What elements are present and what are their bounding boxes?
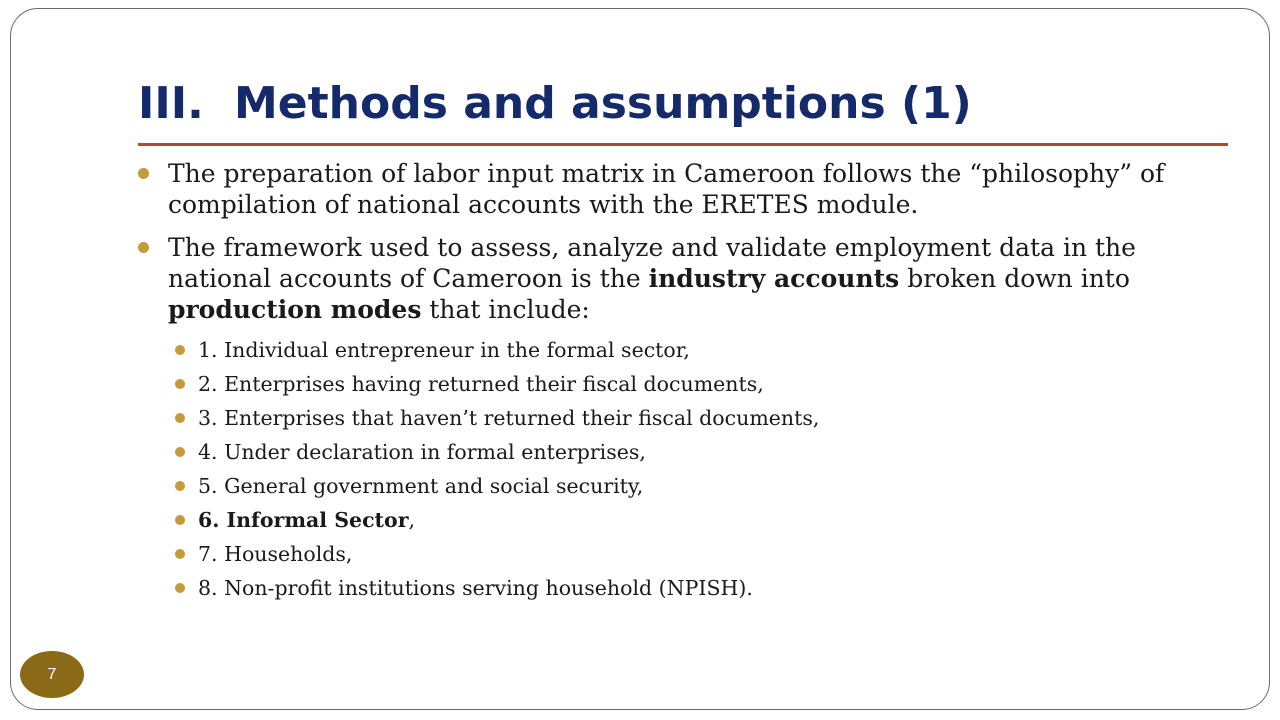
sub-bullet-item: [138, 541, 1228, 567]
sub-bullet-item: [138, 575, 1228, 601]
bullet-dot-icon: [175, 447, 185, 457]
sub-bullet-item: [138, 473, 1228, 499]
bold-term: production modes: [168, 295, 422, 324]
sub-bullet-text: 2. Enterprises having returned their fiscal documents,: [198, 372, 764, 396]
bold-term: industry accounts: [648, 264, 900, 293]
title-underline: [138, 143, 1228, 146]
slide-title: [138, 74, 972, 134]
bullet-dot-icon: [175, 515, 185, 525]
sub-bullet-text: [198, 508, 415, 532]
slide-body: [138, 158, 1228, 609]
sub-bullet-item: [138, 371, 1228, 397]
bullet-dot-icon: [175, 481, 185, 491]
bullet-item: [138, 232, 1228, 325]
bullet-item: [138, 158, 1228, 220]
sub-bullet-text: 3. Enterprises that haven’t returned their fiscal documents,: [198, 406, 820, 430]
bullet-dot-icon: [175, 583, 185, 593]
text-segment: ,: [408, 508, 416, 532]
sub-bullet-item: [138, 337, 1228, 363]
bullet-dot-icon: [175, 345, 185, 355]
section-number: III.: [138, 78, 204, 129]
text-segment: broken down into: [899, 264, 1130, 293]
bullet-dot-icon: [175, 549, 185, 559]
bullet-text: [168, 233, 1136, 324]
bullet-dot-icon: [138, 168, 149, 179]
sub-bullet-text: 8. Non-profit institutions serving household (NPISH).: [198, 576, 753, 600]
text-segment: The framework used to assess, analyze and validate employment data in the national accounts of Cameroon is the: [168, 233, 1136, 293]
bullet-text: [168, 159, 1164, 219]
text-segment: The preparation of labor input matrix in Cameroon follows the “philosophy” of compilation of national accounts with the ERETES module.: [168, 159, 1165, 219]
bullet-dot-icon: [175, 413, 185, 423]
sub-bullet-text: 7. Households,: [198, 542, 353, 566]
sub-bullet-text: 1. Individual entrepreneur in the formal sector,: [198, 338, 690, 362]
text-segment: that include:: [421, 295, 590, 324]
sub-bullet-text: 4. Under declaration in formal enterprises,: [198, 440, 646, 464]
bullet-dot-icon: [175, 379, 185, 389]
sub-bullet-item: [138, 507, 1228, 533]
bullet-dot-icon: [138, 242, 149, 253]
sub-bullet-text: 5. General government and social security,: [198, 474, 644, 498]
bold-term: 6. Informal Sector: [198, 508, 409, 532]
sub-bullet-item: [138, 405, 1228, 431]
page-number-badge: 7: [20, 651, 84, 698]
sub-bullet-item: [138, 439, 1228, 465]
title-text: Methods and assumptions (1): [234, 78, 972, 129]
